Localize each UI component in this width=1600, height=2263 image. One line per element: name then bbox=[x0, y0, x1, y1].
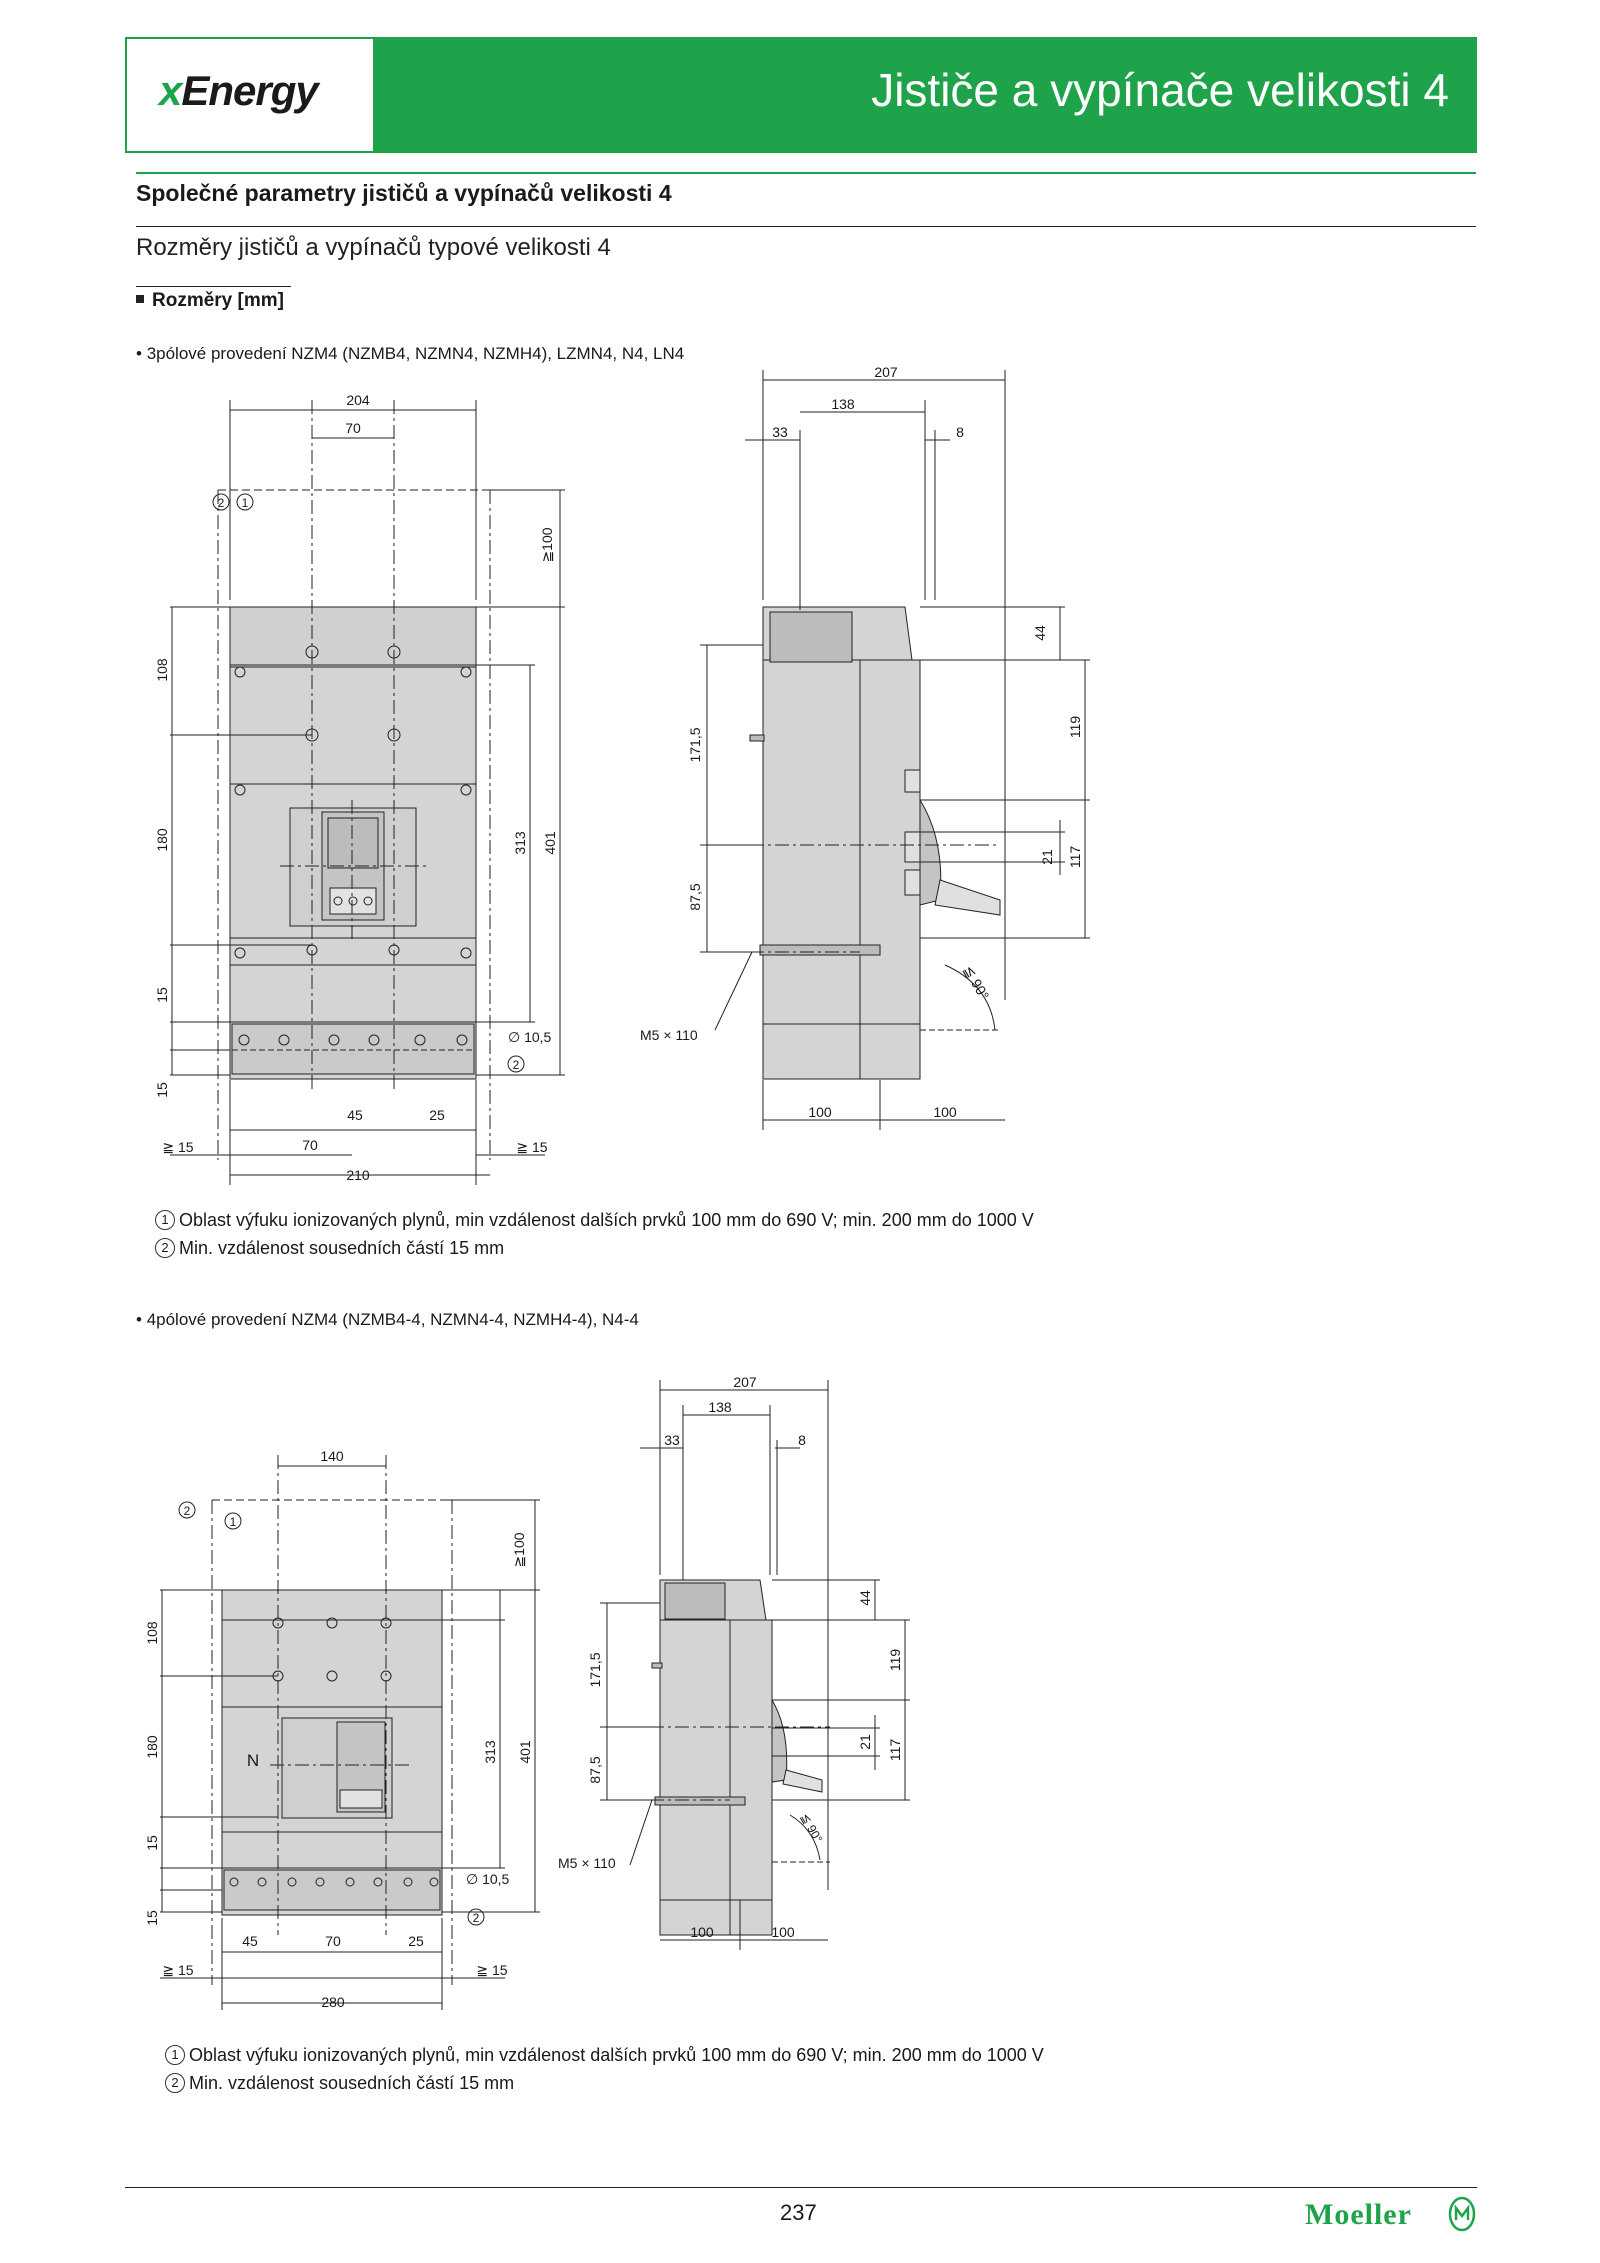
dim-clearance-top: ≧100 bbox=[511, 1532, 527, 1568]
section-title: Společné parametry jističů a vypínačů velikosti 4 bbox=[136, 180, 672, 206]
dim-171-5: 171,5 bbox=[687, 727, 703, 763]
marker-two: 2 bbox=[217, 496, 225, 510]
dim-119: 119 bbox=[887, 1648, 903, 1672]
marker-two: 2 bbox=[183, 1504, 191, 1518]
dim-210: 210 bbox=[346, 1167, 370, 1183]
marker-two-bottom: 2 bbox=[512, 1058, 520, 1072]
dim-207: 207 bbox=[733, 1374, 757, 1390]
note-text: Oblast výfuku ionizovaných plynů, min vzdálenost dalších prvků 100 mm do 690 V; min. 200 mm do 1000 V bbox=[179, 1210, 1034, 1230]
dim-44: 44 bbox=[1032, 625, 1048, 641]
dim-hole: ∅ 10,5 bbox=[508, 1029, 552, 1045]
dim-screw: M5 × 110 bbox=[558, 1855, 616, 1871]
dim-15-top: 15 bbox=[144, 1835, 160, 1851]
dim-44: 44 bbox=[857, 1590, 873, 1606]
note-marker: 2 bbox=[165, 2073, 185, 2093]
dim-100-right: 100 bbox=[933, 1104, 957, 1120]
dim-87-5: 87,5 bbox=[687, 883, 703, 911]
dim-8: 8 bbox=[956, 424, 964, 440]
dim-25: 25 bbox=[429, 1107, 445, 1123]
header-rule bbox=[136, 172, 1476, 174]
marker-one: 1 bbox=[241, 496, 249, 510]
dim-100-right: 100 bbox=[771, 1924, 795, 1940]
dim-15-bottom: 15 bbox=[144, 1910, 160, 1926]
dim-70-bottom: 70 bbox=[302, 1137, 318, 1153]
dim-45: 45 bbox=[347, 1107, 363, 1123]
dim-280: 280 bbox=[321, 1994, 345, 2010]
dim-70: 70 bbox=[325, 1933, 341, 1949]
dim-180: 180 bbox=[144, 1735, 160, 1759]
note-marker: 1 bbox=[165, 2045, 185, 2065]
heading-rule bbox=[136, 286, 291, 287]
dim-hole: ∅ 10,5 bbox=[466, 1871, 510, 1887]
dim-140: 140 bbox=[320, 1448, 344, 1464]
drawing-3pole bbox=[130, 365, 1090, 1195]
dim-171-5: 171,5 bbox=[587, 1652, 603, 1688]
footer-rule bbox=[125, 2187, 1477, 2188]
dim-clearance-top: ≧100 bbox=[539, 527, 555, 563]
page-number: 237 bbox=[780, 2200, 817, 2225]
dim-138: 138 bbox=[708, 1399, 732, 1415]
note-marker: 2 bbox=[155, 1238, 175, 1258]
drawing-4pole bbox=[130, 1360, 940, 2020]
dim-100-left: 100 bbox=[690, 1924, 714, 1940]
xenergy-logo: xEnergy bbox=[125, 37, 375, 153]
page-title: Jističe a vypínače velikosti 4 bbox=[871, 64, 1449, 116]
dim-313: 313 bbox=[482, 1740, 498, 1764]
note-2-4pole bbox=[165, 2073, 514, 2094]
section-rule bbox=[136, 226, 1476, 227]
dim-21: 21 bbox=[857, 1734, 873, 1750]
dim-side-left: ≧ 15 bbox=[162, 1962, 194, 1978]
dim-angle: ≦ 90° bbox=[797, 1810, 826, 1846]
note-text: Oblast výfuku ionizovaných plynů, min vzdálenost dalších prvků 100 mm do 690 V; min. 200 mm do 1000 V bbox=[189, 2045, 1044, 2065]
dim-15-bottom: 15 bbox=[154, 1082, 170, 1098]
marker-two-bottom: 2 bbox=[472, 1911, 480, 1925]
dimension-heading-text: Rozměry [mm] bbox=[152, 290, 284, 311]
page-header bbox=[125, 37, 1477, 153]
dim-313: 313 bbox=[512, 831, 528, 855]
note-text: Min. vzdálenost sousedních částí 15 mm bbox=[179, 1238, 505, 1258]
dim-25: 25 bbox=[408, 1933, 424, 1949]
marker-one: 1 bbox=[229, 1515, 237, 1529]
variant-4pole-label: 4pólové provedení NZM4 (NZMB4-4, NZMN4-4, NZMH4-4), N4-4 bbox=[146, 1310, 639, 1329]
neutral-label: N bbox=[246, 1751, 260, 1770]
breaker-body-side bbox=[763, 607, 920, 1079]
note-text: Min. vzdálenost sousedních částí 15 mm bbox=[189, 2073, 515, 2093]
dim-side-left: ≧ 15 bbox=[162, 1139, 194, 1155]
note-1-4pole bbox=[165, 2045, 1044, 2066]
note-2-3pole bbox=[155, 1238, 504, 1259]
dim-angle: ≦ 90° bbox=[960, 962, 993, 1003]
dim-117: 117 bbox=[887, 1738, 903, 1762]
moeller-logo-icon bbox=[1448, 2196, 1476, 2232]
dim-15-top: 15 bbox=[154, 987, 170, 1003]
dim-45: 45 bbox=[242, 1933, 258, 1949]
dim-204: 204 bbox=[346, 392, 370, 408]
dim-21: 21 bbox=[1039, 849, 1055, 865]
variant-4pole-bullet: • 4pólové provedení NZM4 (NZMB4-4, NZMN4-4, NZMH4-4), N4-4 bbox=[136, 1310, 639, 1329]
dim-117: 117 bbox=[1067, 845, 1083, 869]
variant-3pole-bullet: • 3pólové provedení NZM4 (NZMB4, NZMN4, NZMH4), LZMN4, N4, LN4 bbox=[136, 344, 685, 363]
dim-180: 180 bbox=[154, 828, 170, 852]
dim-screw: M5 × 110 bbox=[640, 1027, 698, 1043]
subsection-title: Rozměry jističů a vypínačů typové velikosti 4 bbox=[136, 234, 611, 261]
note-1-3pole bbox=[155, 1210, 1034, 1231]
dim-side-right: ≧ 15 bbox=[476, 1962, 508, 1978]
dim-119: 119 bbox=[1067, 715, 1083, 739]
dim-33: 33 bbox=[772, 424, 788, 440]
title-bar bbox=[373, 37, 1477, 153]
note-marker: 1 bbox=[155, 1210, 175, 1230]
dim-207: 207 bbox=[874, 365, 898, 380]
dim-100-left: 100 bbox=[808, 1104, 832, 1120]
dim-87-5: 87,5 bbox=[587, 1756, 603, 1784]
dim-70-top: 70 bbox=[345, 420, 361, 436]
dim-108: 108 bbox=[144, 1621, 160, 1645]
dim-108: 108 bbox=[154, 658, 170, 682]
dim-side-right: ≧ 15 bbox=[516, 1139, 548, 1155]
dim-138: 138 bbox=[831, 396, 855, 412]
dim-401: 401 bbox=[542, 831, 558, 855]
breaker-body-side-4pole bbox=[660, 1580, 772, 1935]
logo-text: Energy bbox=[181, 67, 318, 114]
variant-3pole-label: 3pólové provedení NZM4 (NZMB4, NZMN4, NZMH4), LZMN4, N4, LN4 bbox=[146, 344, 685, 363]
dim-401: 401 bbox=[517, 1740, 533, 1764]
dim-33: 33 bbox=[664, 1432, 680, 1448]
dimension-heading bbox=[136, 290, 284, 312]
dim-8: 8 bbox=[798, 1432, 806, 1448]
moeller-brand: Moeller bbox=[1305, 2198, 1412, 2231]
